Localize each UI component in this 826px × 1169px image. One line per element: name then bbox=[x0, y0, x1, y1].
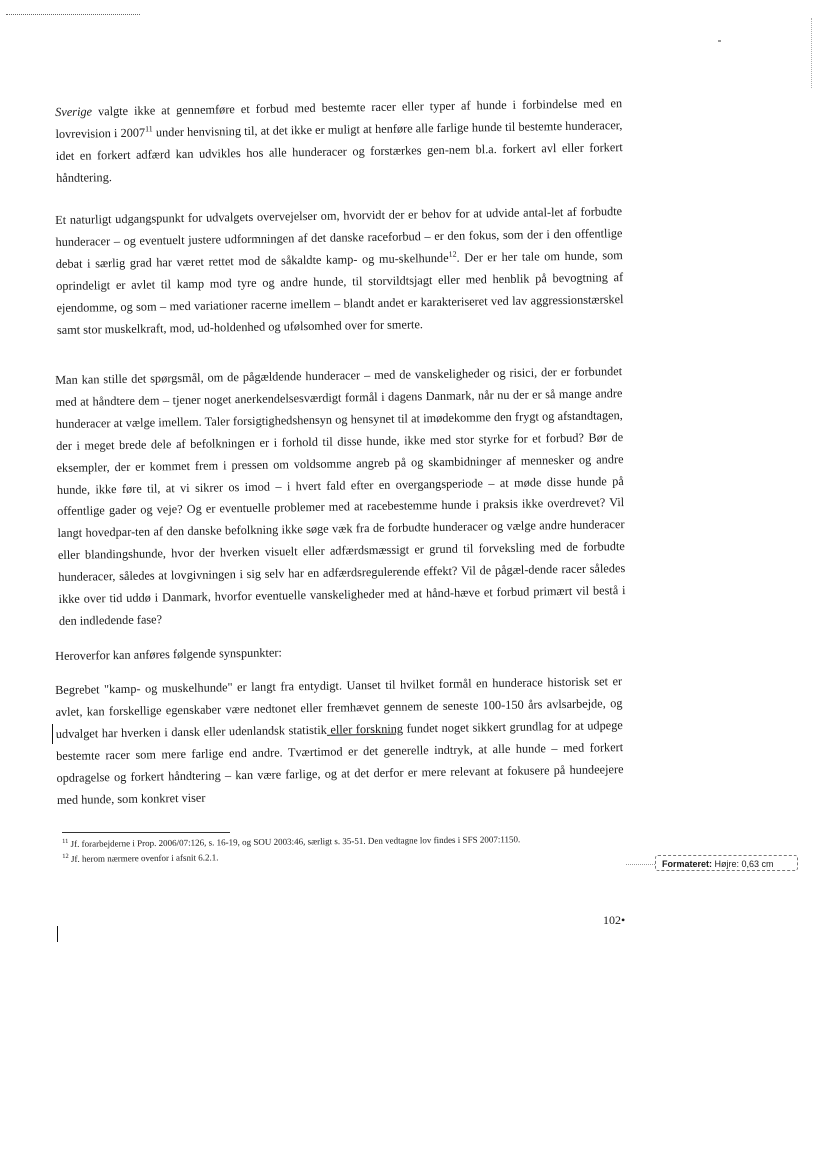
page-number: 102• bbox=[603, 913, 626, 927]
text-run: under henvisning til, at det ikke er muligt at henføre alle farlige hunde til bestemte hunderacer, idet en forkert adfærd kan udvikles hos alle hunderacer og forstærkes gen-nem bl.a. forkert avl eller forkert håndtering. bbox=[55, 117, 623, 185]
scan-edge-line bbox=[811, 18, 812, 88]
paragraph-1 bbox=[55, 93, 623, 190]
text-run: Et naturligt udgangspunkt for udvalgets overvejelser om, hvorvidt der er behov for at udvide antal-let af forbudte hunderacer – og eventuelt justere udformningen af det danske raceforbud – er den fokus, som der i den offentlige debat i særlig grad har været rettet mod de såkaldte kamp- og mu-skelhunde bbox=[55, 204, 623, 271]
footnotes bbox=[62, 830, 622, 865]
comment-connector bbox=[626, 864, 655, 865]
text-run: valgte ikke at gennemføre et forbud med bestemte racer eller typer af hunde i forbindelse med en lovrevision i 2007 bbox=[55, 96, 623, 141]
footnote-11: $^{11}$ Jf. forarbejderne i Prop. 2006/07:126, s. 16-19, og SOU 2003:46, særligt s. 35-51. Den vedtagne lov findes i SFS 2007:1150. bbox=[62, 834, 521, 849]
footnote-ref: 12 bbox=[448, 249, 457, 259]
footnote-12: $^{12}$ Jf. herom nærmere ovenfor i afsnit 6.2.1. bbox=[62, 851, 219, 864]
footnote-separator bbox=[62, 832, 230, 833]
change-bar bbox=[57, 926, 58, 942]
change-bar bbox=[52, 724, 53, 744]
comment-text: Højre: 0,63 cm bbox=[714, 859, 774, 869]
italic-text: Sverige bbox=[55, 104, 93, 119]
text-run: fundet noget sikkert grundlag for at udpege bestemte racer som mere farlige end andre. Tværtimod er det generelle indtryk, at alle hunde – med forkert opdragelse og forkert håndtering – kan være farlige, og at det derfor er mere relevant at fokusere på hundeejere med hunde, som konkret viser bbox=[56, 717, 624, 807]
formatting-comment-balloon[interactable] bbox=[655, 855, 798, 871]
text-run: Heroverfor kan anføres følgende synspunkter: bbox=[55, 645, 282, 663]
footnote-ref: 11 bbox=[144, 124, 153, 134]
text-run: . Der er her tale om hunde, som oprindeligt er avlet til kamp mod tyre og andre hunde, til storvildtsjagt eller med henblik på bevogtning af ejendomme, og som – med variationer racerne imellem – blandt andet er karakteriseret ved lav aggressionstærskel samt stor muskelkraft, mod, ud-holdenhed og ufølsomhed over for smerte. bbox=[56, 247, 624, 337]
scan-dotted-line bbox=[6, 14, 140, 15]
text-run: Begrebet "kamp- og muskelhunde" er langt fra entydigt. Uanset til hvilket formål en hunderace historisk set er avlet, kan forskellige egenskaber være nedtonet eller fremhævet gennem de seneste 100-150 års avlsarbejde, og udvalget har hverken i dansk eller udenlandsk statistik bbox=[55, 674, 623, 741]
tracked-insertion: eller forskning bbox=[326, 721, 404, 737]
paragraph-5 bbox=[55, 671, 624, 811]
paragraph-3 bbox=[55, 361, 626, 633]
comment-label: Formateret: bbox=[662, 859, 713, 869]
scan-mark bbox=[718, 40, 721, 42]
paragraph-2 bbox=[55, 201, 624, 341]
text-run: Man kan stille det spørgsmål, om de pågældende hunderacer – med de vanskeligheder og risici, der er forbundet med at håndtere dem – tjener noget anerkendelsesværdigt formål i dagens Danmark, når nu der er så mange andre hunderacer at vælge imellem. Taler forsigtighedshensyn og hensynet til at imødekomme den frygt og afstandtagen, der i meget brede dele af befolkningen er i forhold til disse hunde, ikke med stor styrke for et forbud? Bør de eksempler, der er kommet frem i pressen om voldsomme angreb på og skambidninger af mennesker og andre hunde, ikke føre til, at vi sikrer os imod – i hvert fald efter en overgangsperiode – at møde disse hunde på offentlige gader og veje? Og er eventuelle problemer med at racebestemme hunde i praksis ikke overdrevet? Vil langt hovedpar-ten af den danske befolkning ikke søge væk fra de forbudte hunderacer og vælge andre hunderacer eller blandingshunde, hvor der hverken visuelt eller adfærdsmæssigt er grund til forveksling med de forbudte hunderacer, således at lovgivningen i sig selv har en adfærdsregulerende effekt? Vil de pågæl-dende racer således ikke over tid uddø i Danmark, hvorfor eventuelle vanskeligheder med at hånd-hæve et forbud primært vil bestå i den indledende fase? bbox=[55, 364, 626, 628]
paragraph-4 bbox=[55, 637, 622, 668]
